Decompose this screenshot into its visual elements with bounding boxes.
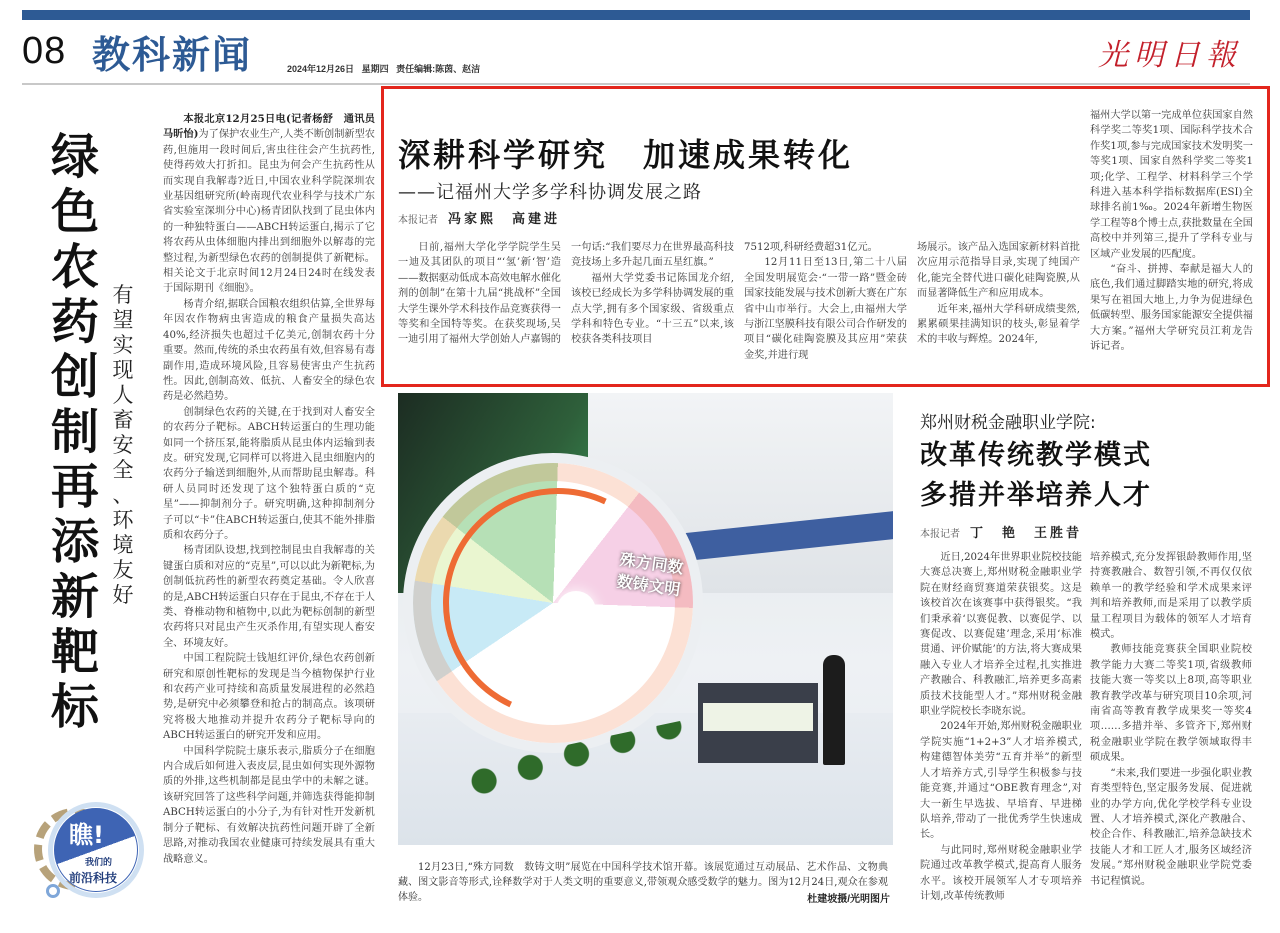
second-article-column-1 — [920, 550, 1082, 904]
photo-visitor — [823, 655, 845, 765]
second-article-byline — [920, 522, 1082, 541]
feature-column-5 — [1090, 108, 1253, 355]
subheadline-char: 有 — [112, 283, 134, 307]
article-paragraph: “奋斗、拼搏、奉献是福大人的底色,我们通过脚踏实地的研究,将成果写在祖国大地上,力争为促进绿色低碳转型、服务国家能源安全提供福大方案。”福州大学研究员江莉龙告诉记者。 — [1090, 264, 1253, 353]
photo-caption: 12月23日,“殊方同数 数铸文明”展览在中国科学技术馆开幕。该展览通过互动展品、艺术作品、文物典藏、图文影音等形式,诠释数学对于人类文明的重要意义,带领观众感受数学的魅力。图为12月24日,观众在参观体验。 — [398, 862, 888, 903]
article-paragraph: 近年来,福州大学科研成绩斐然,累累硕果挂满知识的枝头,彰显着学术的丰收与辉煌。2024年, — [917, 303, 1080, 346]
article-paragraph: 与此同时,郑州财税金融职业学院通过改革教学模式,提高育人服务水平。该校开展领军人才专项培养计划,改革传统教师 — [920, 844, 1082, 902]
article-paragraph: 一句话:“我们要尽力在世界最高科技竞技场上多升起几面五星红旗。” — [571, 242, 734, 269]
issue-date: 2024年12月26日 — [287, 64, 355, 74]
headline-char: 农 — [50, 239, 99, 295]
feature-column-4 — [917, 240, 1080, 348]
second-article-column-2 — [1090, 550, 1252, 889]
headline-char: 靶 — [50, 624, 99, 680]
photo-wheel-hub — [556, 591, 596, 631]
paragraph-text: 为了保护农业生产,人类不断创制新型农药,但施用一段时间后,害虫往往会产生抗药性,使得药效大打折扣。昆虫为何会产生抗药性从而实现自我解毒?近日,中国农业科学院深圳农业基因组研究所(岭南现代农业科学与技术广东省实验室深圳分中心)杨青团队找到了昆虫体内的一种独特蛋白——ABCH转运蛋白,揭示了它将农药从虫体细胞内排出到细胞外以解毒的完整过程,为新型绿色农药的创制提供了新靶标。相关论文于北京时间12月24日24时在线发表于国际期刊《细胞》。 — [163, 129, 375, 295]
exhibition-photo — [398, 393, 893, 845]
byline-names: 冯家熙 高建进 — [448, 212, 561, 227]
article-paragraph: 场展示。该产品入选国家新材料首批次应用示范指导目录,实现了纯国产化,能完全替代进口碳化硅陶瓷膜,从而显著降低生产和应用成本。 — [917, 242, 1080, 300]
headline-char: 色 — [50, 184, 99, 240]
subheadline-char: 全 — [112, 458, 134, 482]
article-paragraph — [163, 112, 375, 297]
section-title: 教科新闻 — [92, 32, 253, 77]
article-paragraph: 日前,福州大学化学学院学生吴一迪及其团队的项目“‘氢’新‘智’造——数据驱动低成本高效电解水催化剂的创制”在第十九届“挑战杯”全国大学生课外学术科技作品竞赛获得一等奖和全国特等奖。在获奖现场,吴一迪引用了福州大学创始人卢嘉锡的 — [398, 242, 561, 346]
title-line: 改革传统教学模式 — [920, 440, 1152, 471]
subheadline-char: 畜 — [112, 408, 134, 432]
subheadline-char: 境 — [112, 533, 134, 557]
subheadline-char: 现 — [112, 358, 134, 382]
headline-char: 绿 — [50, 129, 99, 185]
article-paragraph: 中国工程院院士钱旭红评价,绿色农药创新研究和原创性靶标的发现是当今植物保护行业和农药产业可持续和高质量发展进程的必然趋势,是研究中必须攀登和抢占的制高点。该项研究将极大地推动并提升农药分子靶标导向的ABCH转运蛋白的研究开发和应用。 — [163, 653, 375, 742]
headline-char: 制 — [50, 404, 99, 460]
sign-line: 殊方同数 — [618, 549, 685, 578]
editors: 责任编辑:陈茵、赵洁 — [396, 64, 481, 74]
newspaper-logo: 光明日報 — [1098, 38, 1242, 73]
subheadline-char: 友 — [112, 558, 134, 582]
byline-label: 本报记者 — [920, 529, 960, 540]
subheadline-char: 好 — [112, 583, 134, 607]
title-line: 多措并举培养人才 — [920, 480, 1152, 511]
subheadline-char: 环 — [112, 508, 134, 532]
feature-column-2 — [571, 240, 734, 348]
photo-credit: 杜建坡摄/光明图片 — [807, 894, 890, 905]
subheadline-char: 实 — [112, 333, 134, 357]
page-number: 08 — [22, 30, 67, 72]
second-article-kicker: 郑州财税金融职业学院: — [920, 413, 1096, 433]
masthead-divider — [22, 83, 1250, 85]
left-subheadline — [110, 283, 136, 608]
article-paragraph: 教师技能竞赛获全国职业院校教学能力大赛二等奖1项,省级教师技能大赛一等奖以上8项,高等职业教育教学改革与研究项目10余项,河南省高等教育教学成果奖一等奖4项……多措并举、多管齐下,郑州财税金融职业学院在教学领域取得丰硕成果。 — [1090, 644, 1252, 764]
badge-dot — [46, 884, 60, 898]
headline-char: 标 — [50, 679, 99, 735]
article-paragraph: 近日,2024年世界职业院校技能大赛总决赛上,郑州财税金融职业学院在财经商贸赛道荣获银奖。这是该校首次在该赛事中获得银奖。“我们秉承着‘以赛促教、以赛促学、以赛促改、以赛促建’理念,采用‘标准贯通、评价赋能’的方法,将大赛成果融入专业人才培养全过程,扎实推进产教融合、科教融汇,培养更多高素质技术技能型人才。”郑州财税金融职业学院校长李晓东说。 — [920, 552, 1082, 718]
column-badge — [28, 800, 146, 900]
masthead — [22, 24, 1250, 80]
headline-char: 再 — [50, 459, 99, 515]
feature-column-1 — [398, 240, 561, 348]
feature-article-byline — [398, 208, 560, 227]
article-paragraph: “未来,我们要进一步强化职业教育类型特色,坚定服务发展、促进就业的办学方向,优化学校学科专业设置、人才培养模式,深化产教融合、校企合作、科教融汇,培养急缺技术技能人才和工匠人才,服务区域经济发展。”郑州财税金融职业学院党委书记程慎说。 — [1090, 767, 1252, 887]
article-paragraph: 创制绿色农药的关键,在于找到对人畜安全的农药分子靶标。ABCH转运蛋白的生理功能如同一个挤压泵,能将脂质从昆虫体内运输到表皮。研究发现,它同样可以将进入昆虫细胞内的农药分子输送到细胞外,从而帮助昆虫解毒。科研人员同时还发现了这个独特蛋白质的“克星”——抑制剂分子。研究明确,这种抑制剂分子可以“卡”住ABCH转运蛋白,使其不能外排脂质和农药分子。 — [163, 406, 375, 541]
article-paragraph: 培养模式,充分发挥银龄教师作用,坚持赛教融合、数智引领,不再仅仅依赖单一的教学经验和学术成果来评判和培养教师,而是采用了以教学质量工程项目为载体的领军人才培育模式。 — [1090, 552, 1252, 641]
masthead-top-bar — [22, 10, 1250, 20]
second-article-title — [920, 436, 1152, 516]
issue-weekday: 星期四 — [361, 64, 389, 74]
article-paragraph: 福州大学以第一完成单位获国家自然科学奖二等奖1项、国际科学技术合作奖1项,参与完成国家技术发明奖一等奖1项、国家自然科学奖二等奖1项;化学、工程学、材料科学三个学科进入基本科学指标数据库(ESI)全球排名前1‰。2024年新增生物医学工程等8个博士点,获批数量在全国高校中并列第三,提升了学科专业与区域产业发展的匹配度。 — [1090, 110, 1253, 260]
article-paragraph: 杨青团队设想,找到控制昆虫自我解毒的关键蛋白质和对应的“克星”,可以以此为新靶标,为创制低抗药性的新型农药奠定基础。令人欣喜的是,ABCH转运蛋白只存在于昆虫,不存在于人类、脊椎动物和植物中,以此为靶标创制的新型农药将只对昆虫产生灭杀作用,有望实现人畜安全、环境友好。 — [163, 545, 375, 649]
article-paragraph: 杨青介绍,据联合国粮农组织估算,全世界每年因农作物病虫害造成的粮食产量损失高达40%,经济损失也超过千亿美元,创制农药十分重要。然而,传统的杀虫农药虽有效,但容易有毒副作用,造成环境风险,且容易使害虫产生抗药性。因此,创制高效、低抗、人畜安全的绿色农药是必然趋势。 — [163, 298, 375, 403]
byline-label: 本报记者 — [398, 215, 438, 226]
left-headline — [40, 130, 110, 735]
article-paragraph: 福州大学党委书记陈国龙介绍,该校已经成长为多学科协调发展的重点大学,拥有多个国家级、省级重点学科和特色专业。“十三五”以来,该校获各类科技项目 — [571, 272, 734, 346]
article-paragraph: 2024年开始,郑州财税金融职业学院实施“1+2+3”人才培养模式,构建德智体美劳“五育并举”的新型人才培养方式,引导学生积极参与技能竞赛,并通过“OBE教育理念”,对大一新生早选拔、早培育、早进梯队培养,带动了一批优秀学生快速成长。 — [920, 721, 1082, 841]
badge-main-text: 瞧! — [69, 821, 104, 849]
headline-char: 药 — [50, 294, 99, 350]
masthead-meta — [287, 62, 480, 75]
feature-article-title: 深耕科学研究 加速成果转化 — [398, 136, 854, 174]
subheadline-char: 、 — [112, 483, 134, 507]
headline-char: 新 — [50, 569, 99, 625]
byline-names: 丁 艳 王胜昔 — [970, 526, 1083, 541]
article-paragraph: 中国科学院院士康乐表示,脂质分子在细胞内合成后如何进入表皮层,昆虫如何实现外源物质的外排,这些机制都是昆虫学中的未解之谜。该研究回答了这些科学问题,并筛选获得能抑制ABCH转运蛋白的小分子,为有针对性开发新机制分子靶标、有效解决抗药性问题开辟了全新思路,对推动我国农业健康可持续发展具有重大战略意义。 — [163, 745, 375, 865]
subheadline-char: 人 — [112, 383, 134, 407]
badge-sub-text: 我们的 — [85, 858, 113, 868]
headline-char: 创 — [50, 349, 99, 405]
feature-article-subtitle: ——记福州大学多学科协调发展之路 — [398, 182, 702, 203]
sign-line: 数铸文明 — [615, 571, 682, 600]
left-article-body — [163, 112, 375, 867]
article-paragraph: 7512项,科研经费超31亿元。 — [744, 242, 878, 253]
dateline: 本报北京12月25日电(记者杨舒 通讯员马昕怡) — [163, 113, 375, 141]
subheadline-char: 望 — [112, 308, 134, 332]
badge-circle — [54, 808, 138, 892]
photo-display-screen — [703, 703, 813, 731]
feature-column-3 — [744, 240, 907, 363]
subheadline-char: 安 — [112, 433, 134, 457]
badge-sub-text: 前沿科技 — [69, 871, 118, 885]
article-paragraph: 12月11日至13日,第二十八届全国发明展览会·“一带一路”暨金砖国家技能发展与技术创新大赛在广东省中山市举行。大会上,由福州大学与浙江坚膜科技有限公司合作研发的项目“碳化硅陶瓷膜及其应用”荣获金奖,并进行现 — [744, 257, 907, 361]
photo-sign — [615, 549, 685, 601]
headline-char: 添 — [50, 514, 99, 570]
